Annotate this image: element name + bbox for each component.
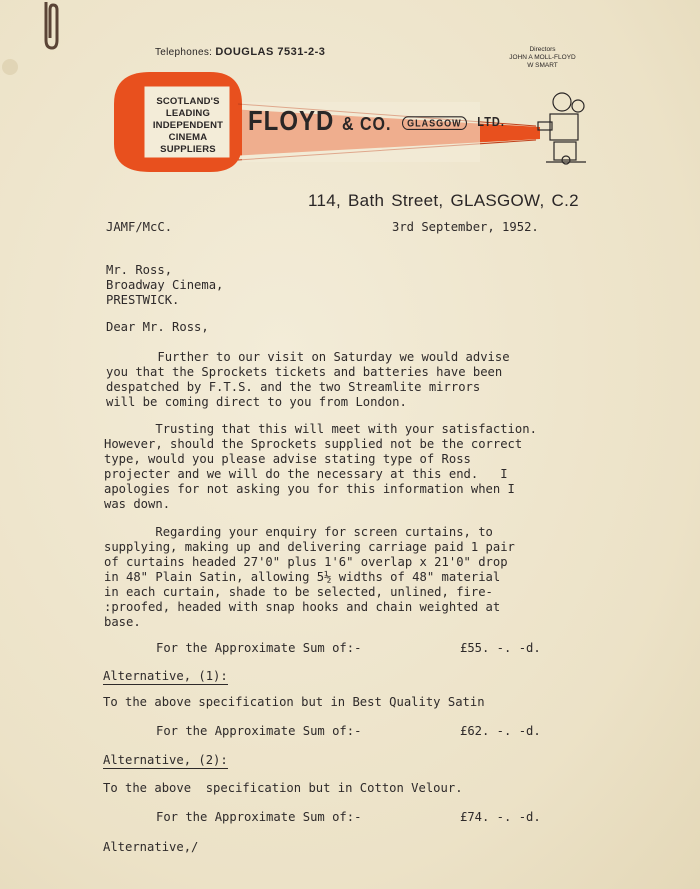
alternative-1-heading-text: Alternative, (1): xyxy=(103,669,228,683)
projector-icon xyxy=(538,93,586,164)
telephone-number: DOUGLAS 7531-2-3 xyxy=(215,46,326,58)
sum-value-2: £62. -. -d. xyxy=(460,724,541,738)
reference-code: JAMF/McC. xyxy=(106,220,173,234)
company-name xyxy=(248,106,505,138)
sum-label-1: For the Approximate Sum of:- xyxy=(156,641,362,655)
paper-stain xyxy=(0,55,30,85)
company-city-box: GLASGOW xyxy=(402,116,467,130)
director-2: W SMART xyxy=(527,62,558,69)
paper-clip-icon xyxy=(38,0,60,52)
sum-label-3: For the Approximate Sum of:- xyxy=(156,810,362,824)
company-name-amp: & CO. xyxy=(342,115,392,135)
letter-date: 3rd September, 1952. xyxy=(392,220,539,234)
telephone-line xyxy=(155,46,325,58)
paragraph-2: Trusting that this will meet with your satisfaction. However, should the Sprockets supplied not be the correct type, would you please advise stating type of Ross projecter and we will do the necessary at this end. I apologies for not asking you for this information when I was down. xyxy=(104,422,537,511)
alternative-2-heading-text: Alternative, (2): xyxy=(103,753,228,767)
badge-text xyxy=(148,96,228,156)
badge-line: SCOTLAND'S xyxy=(156,96,220,107)
paragraph-1: Further to our visit on Saturday we would advise you that the Sprockets tickets and batteries have been despatched by F.T.S. and the two Streamlite mirrors will be coming direct to you from London. xyxy=(106,350,510,409)
company-suffix: LTD. xyxy=(477,115,505,130)
continued-marker: Alternative,/ xyxy=(103,840,199,854)
alternative-1-text: To the above specification but in Best Quality Satin xyxy=(103,695,485,709)
telephone-label: Telephones: xyxy=(155,47,213,58)
alternative-2-heading xyxy=(103,753,228,767)
director-1: JOHN A MOLL-FLOYD xyxy=(509,54,576,61)
alternative-1-heading xyxy=(103,669,228,683)
badge-line: INDEPENDENT xyxy=(152,120,224,131)
company-address: 114, Bath Street, GLASGOW, C.2 xyxy=(308,191,579,210)
salutation: Dear Mr. Ross, xyxy=(106,320,209,334)
paragraph-3: Regarding your enquiry for screen curtains, to supplying, making up and delivering carriage paid 1 pair of curtains headed 27'0" plus 1'6" overlap x 21'0" drop in 48" Plain Satin, allowing 5½ widths of 48" material in each curtain, shade to be selected, unlined, fire- :proofed, headed with snap hooks and chain weighted at base. xyxy=(104,525,515,629)
badge-line: CINEMA xyxy=(168,132,208,143)
badge-line: SUPPLIERS xyxy=(160,144,216,155)
sum-value-1: £55. -. -d. xyxy=(460,641,541,655)
sum-label-2: For the Approximate Sum of:- xyxy=(156,724,362,738)
company-name-main: FLOYD xyxy=(248,105,335,137)
directors-label: Directors xyxy=(529,46,556,53)
sum-value-3: £74. -. -d. xyxy=(460,810,541,824)
alternative-2-text: To the above specification but in Cotton Velour. xyxy=(103,781,463,795)
badge-line: LEADING xyxy=(165,108,211,119)
addressee-block: Mr. Ross, Broadway Cinema, PRESTWICK. xyxy=(106,263,224,307)
